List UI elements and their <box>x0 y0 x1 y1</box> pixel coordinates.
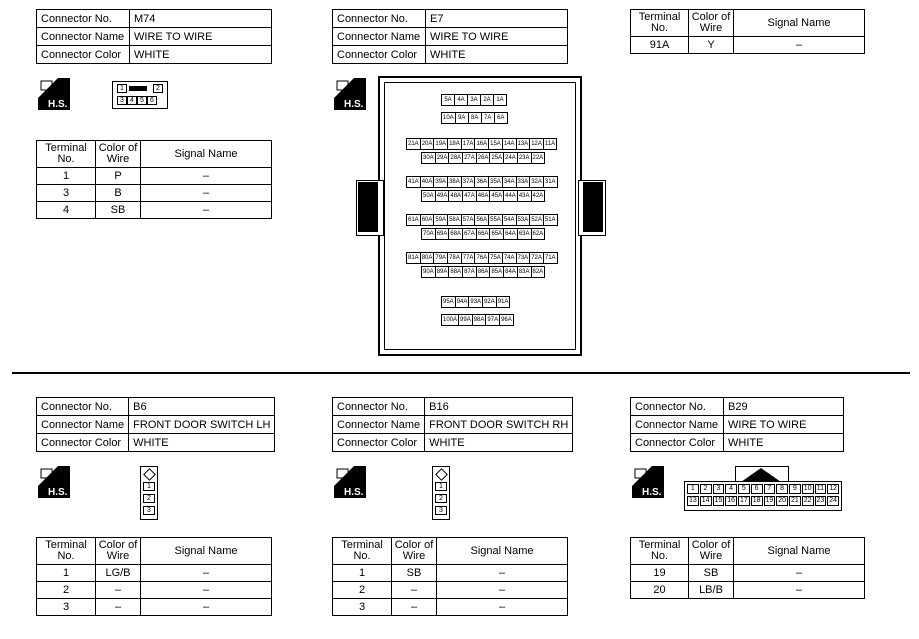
b29-pin: 22 <box>803 497 812 504</box>
table-row <box>333 599 568 616</box>
e7-no: E7 <box>426 10 568 28</box>
e7-pin: 87A <box>462 266 477 278</box>
e7-pin: 11A <box>543 138 557 150</box>
e7-pin: 99A <box>458 314 473 326</box>
e7-pin: 90A <box>421 266 436 278</box>
b6-no: B6 <box>129 398 275 416</box>
e7-pin: 2A <box>480 94 494 106</box>
m74-connector-face <box>112 81 168 109</box>
cell: 19 <box>631 565 689 582</box>
b29-pin: 7 <box>764 484 776 494</box>
diamond-key-icon <box>143 468 156 481</box>
header-signal-name: Signal Name <box>734 10 865 37</box>
cell: – <box>437 582 568 599</box>
hs-icon <box>632 466 664 498</box>
b29-pin: 23 <box>816 497 825 504</box>
b29-pin: 2 <box>700 484 712 494</box>
e7-pin: 43A <box>517 190 532 202</box>
b16-terminal-table <box>332 537 568 616</box>
e7-pin-row <box>441 94 506 106</box>
cell: 3 <box>37 599 96 616</box>
e7-pin: 80A <box>420 252 435 264</box>
label-connector-no: Connector No. <box>37 398 129 416</box>
e7-pin: 65A <box>489 228 504 240</box>
e7-pin-row <box>406 252 557 264</box>
e7-pin: 22A <box>531 152 546 164</box>
e7-pin: 94A <box>455 296 470 308</box>
b29-key-triangle <box>741 468 781 482</box>
header-terminal-no: Terminal No. <box>631 538 689 565</box>
e7-pin: 31A <box>543 176 558 188</box>
e7-pin: 49A <box>435 190 450 202</box>
cell: SB <box>392 565 437 582</box>
e7-color: WHITE <box>426 46 568 64</box>
b29-color: WHITE <box>724 434 844 452</box>
b29-pin: 19 <box>765 497 774 504</box>
cell: 3 <box>333 599 392 616</box>
e7-pin: 67A <box>462 228 477 240</box>
e7-pin: 55A <box>488 214 503 226</box>
e7-pin: 15A <box>488 138 503 150</box>
e7-name: WIRE TO WIRE <box>426 28 568 46</box>
e7-pin: 35A <box>488 176 503 188</box>
e7-pin: 47A <box>462 190 477 202</box>
svg-text:H.S.: H.S. <box>344 487 364 498</box>
e7-pin: 71A <box>543 252 558 264</box>
cell: 2 <box>37 582 96 599</box>
cell: – <box>141 565 272 582</box>
e7-pin: 6A <box>494 112 508 124</box>
figure-id <box>0 574 1 627</box>
header-color-of-wire: Color of Wire <box>689 538 734 565</box>
cell: 1 <box>333 565 392 582</box>
e7-pin: 85A <box>489 266 504 278</box>
pin-label: 5 <box>137 96 147 105</box>
b16-name: FRONT DOOR SWITCH RH <box>425 416 573 434</box>
table-row <box>37 565 272 582</box>
cell: – <box>141 185 272 202</box>
e7-pin-row <box>441 296 509 308</box>
cell: – <box>392 599 437 616</box>
e7-pin: 37A <box>461 176 476 188</box>
b29-info-table <box>630 397 844 452</box>
e7-pin: 23A <box>517 152 532 164</box>
cell: – <box>141 582 272 599</box>
e7-pin-row <box>406 138 556 150</box>
header-color-of-wire: Color of Wire <box>689 10 734 37</box>
e7-pin: 9A <box>455 112 469 124</box>
e7-pin: 24A <box>503 152 518 164</box>
e7-pin: 17A <box>461 138 476 150</box>
cell: – <box>141 599 272 616</box>
cell: 20 <box>631 582 689 599</box>
hs-icon <box>38 466 70 498</box>
header-signal-name: Signal Name <box>141 141 272 168</box>
b29-pin: 3 <box>713 484 725 494</box>
b29-pin: 10 <box>803 485 812 492</box>
e7-pin: 39A <box>433 176 448 188</box>
e7-pin: 79A <box>433 252 448 264</box>
cell: – <box>734 37 865 54</box>
e7-pin: 93A <box>468 296 483 308</box>
e7-pin-row <box>406 214 557 226</box>
svg-text:H.S.: H.S. <box>642 487 662 498</box>
label-connector-color: Connector Color <box>37 46 130 64</box>
hs-icon <box>334 466 366 498</box>
e7-pin: 41A <box>406 176 421 188</box>
e7-pin: 45A <box>489 190 504 202</box>
e7-pin: 59A <box>433 214 448 226</box>
b29-pin: 1 <box>687 484 699 494</box>
e7-pin: 89A <box>435 266 450 278</box>
cell: – <box>141 168 272 185</box>
pin-label: 2 <box>435 494 447 503</box>
cell: – <box>96 599 141 616</box>
svg-text:H.S.: H.S. <box>48 99 68 110</box>
e7-pin: 26A <box>476 152 491 164</box>
b16-connector-face <box>432 466 450 520</box>
e7-pin-row <box>421 266 544 278</box>
header-terminal-no: Terminal No. <box>631 10 689 37</box>
label-connector-no: Connector No. <box>631 398 724 416</box>
cell: 1 <box>37 565 96 582</box>
pin-label: 1 <box>143 482 155 491</box>
e7-pin: 18A <box>447 138 462 150</box>
e7-left-latch <box>356 180 384 236</box>
pin-label: 3 <box>143 506 155 515</box>
e7-pin: 53A <box>516 214 531 226</box>
e7-pin: 62A <box>531 228 546 240</box>
header-signal-name: Signal Name <box>734 538 865 565</box>
e7-pin: 38A <box>447 176 462 188</box>
e7-pin: 27A <box>462 152 477 164</box>
e7-pin: 25A <box>489 152 504 164</box>
b16-info-table <box>332 397 573 452</box>
b29-pin: 9 <box>789 484 801 494</box>
e7-pin: 86A <box>476 266 491 278</box>
e7-pin: 61A <box>406 214 421 226</box>
diamond-key-icon <box>435 468 448 481</box>
header-color-of-wire: Color of Wire <box>392 538 437 565</box>
label-connector-name: Connector Name <box>333 416 425 434</box>
pin-label: 3 <box>435 506 447 515</box>
cell: – <box>734 565 865 582</box>
pin-label: 1 <box>435 482 447 491</box>
e7-pin: 63A <box>517 228 532 240</box>
e7-pin: 70A <box>421 228 436 240</box>
table-row <box>37 185 272 202</box>
e7-pin: 7A <box>481 112 495 124</box>
e7-pin: 98A <box>472 314 487 326</box>
label-connector-name: Connector Name <box>37 416 129 434</box>
label-connector-no: Connector No. <box>333 398 425 416</box>
b29-pin: 5 <box>738 484 750 494</box>
pin-label: 2 <box>143 494 155 503</box>
e7-pin-row <box>421 190 544 202</box>
e7-pin-row <box>441 314 513 326</box>
header-color-of-wire: Color of Wire <box>96 538 141 565</box>
cell: – <box>437 565 568 582</box>
e7-pin: 5A <box>441 94 455 106</box>
e7-pin: 50A <box>421 190 436 202</box>
m74-color: WHITE <box>130 46 272 64</box>
e7-pin: 73A <box>516 252 531 264</box>
e7-info-table <box>332 9 568 64</box>
e7-pin: 40A <box>420 176 435 188</box>
b6-name: FRONT DOOR SWITCH LH <box>129 416 275 434</box>
label-connector-name: Connector Name <box>631 416 724 434</box>
b6-color: WHITE <box>129 434 275 452</box>
e7-pin: 60A <box>420 214 435 226</box>
svg-text:H.S.: H.S. <box>48 487 68 498</box>
b29-pin: 17 <box>739 497 748 504</box>
e7-pin: 12A <box>529 138 544 150</box>
cell: – <box>437 599 568 616</box>
e7-pin: 56A <box>474 214 489 226</box>
cell: P <box>96 168 141 185</box>
e7-pin: 16A <box>474 138 489 150</box>
e7-pin: 66A <box>476 228 491 240</box>
b29-pin: 11 <box>815 484 827 494</box>
e7-pin: 72A <box>529 252 544 264</box>
cell: – <box>96 582 141 599</box>
header-signal-name: Signal Name <box>437 538 568 565</box>
table-row <box>37 202 272 219</box>
b6-info-table <box>36 397 275 452</box>
e7-pin: 88A <box>448 266 463 278</box>
e7-pin: 32A <box>529 176 544 188</box>
e7-right-latch <box>578 180 606 236</box>
table-row <box>37 582 272 599</box>
e7-pin: 28A <box>448 152 463 164</box>
header-color-of-wire: Color of Wire <box>96 141 141 168</box>
cell: Y <box>689 37 734 54</box>
b16-no: B16 <box>425 398 573 416</box>
table-row <box>333 582 568 599</box>
e7-pin: 13A <box>516 138 531 150</box>
table-row <box>631 37 865 54</box>
e7-pin: 91A <box>496 296 511 308</box>
cell: B <box>96 185 141 202</box>
table-row <box>37 168 272 185</box>
e7-pin-layout <box>384 82 574 348</box>
pin-label: 1 <box>117 84 127 93</box>
e7-pin: 69A <box>435 228 450 240</box>
e7-pin: 36A <box>474 176 489 188</box>
e7-pin-row <box>406 176 557 188</box>
b29-pin: 20 <box>778 497 787 504</box>
pin-label: 6 <box>147 96 157 105</box>
e7-pin: 92A <box>482 296 497 308</box>
b29-pin: 16 <box>727 497 736 504</box>
e7-pin: 20A <box>420 138 435 150</box>
e7-pin: 84A <box>503 266 518 278</box>
section-divider <box>12 372 910 374</box>
e7-pin: 68A <box>448 228 463 240</box>
cell: 1 <box>37 168 96 185</box>
hs-icon <box>38 78 70 110</box>
e7-pin: 52A <box>529 214 544 226</box>
svg-text:H.S.: H.S. <box>344 99 364 110</box>
b29-pin-row-top <box>687 484 839 494</box>
e7-pin: 51A <box>543 214 558 226</box>
b16-color: WHITE <box>425 434 573 452</box>
label-connector-color: Connector Color <box>333 46 426 64</box>
cell: 2 <box>333 582 392 599</box>
m74-no: M74 <box>130 10 272 28</box>
m74-name: WIRE TO WIRE <box>130 28 272 46</box>
b29-pin: 12 <box>829 485 838 492</box>
m74-terminal-table <box>36 140 272 219</box>
e7-pin: 64A <box>503 228 518 240</box>
e7-pin: 83A <box>517 266 532 278</box>
pin-label: 3 <box>117 96 127 105</box>
hs-icon <box>334 78 366 110</box>
b29-pin-row-bottom <box>687 496 839 506</box>
label-connector-name: Connector Name <box>333 28 426 46</box>
e7-pin-row <box>421 152 544 164</box>
b29-pin: 15 <box>714 497 723 504</box>
e7-pin: 19A <box>433 138 448 150</box>
e7-pin: 97A <box>485 314 500 326</box>
cell: LB/B <box>689 582 734 599</box>
e7-pin: 54A <box>502 214 517 226</box>
b29-pin: 14 <box>701 497 710 504</box>
e7-pin: 48A <box>448 190 463 202</box>
b29-no: B29 <box>724 398 844 416</box>
e7-pin: 10A <box>441 112 456 124</box>
e7-pin: 3A <box>467 94 481 106</box>
cell: – <box>734 582 865 599</box>
pin-label: 2 <box>153 84 163 93</box>
header-terminal-no: Terminal No. <box>333 538 392 565</box>
label-connector-color: Connector Color <box>631 434 724 452</box>
label-connector-color: Connector Color <box>333 434 425 452</box>
e7-pin: 74A <box>502 252 517 264</box>
cell: 91A <box>631 37 689 54</box>
cell: – <box>392 582 437 599</box>
e7-pin: 77A <box>461 252 476 264</box>
cell: SB <box>689 565 734 582</box>
table-row <box>631 582 865 599</box>
e7-pin: 1A <box>493 94 507 106</box>
e7-pin-row <box>421 228 544 240</box>
table-row <box>37 599 272 616</box>
e7-pin: 96A <box>499 314 514 326</box>
table-row <box>631 565 865 582</box>
e7-pin: 82A <box>531 266 546 278</box>
e7-terminal-table <box>630 9 865 54</box>
b29-pin: 13 <box>688 497 697 504</box>
cell: SB <box>96 202 141 219</box>
table-row <box>333 565 568 582</box>
cell: 4 <box>37 202 96 219</box>
e7-pin: 34A <box>502 176 517 188</box>
e7-pin: 42A <box>531 190 546 202</box>
e7-pin: 30A <box>421 152 436 164</box>
header-terminal-no: Terminal No. <box>37 538 96 565</box>
e7-pin: 75A <box>488 252 503 264</box>
b29-pin: 4 <box>725 484 737 494</box>
label-connector-name: Connector Name <box>37 28 130 46</box>
e7-pin: 29A <box>435 152 450 164</box>
e7-pin: 81A <box>406 252 421 264</box>
e7-pin-row <box>441 112 507 124</box>
e7-pin: 95A <box>441 296 456 308</box>
label-connector-color: Connector Color <box>37 434 129 452</box>
e7-pin: 8A <box>468 112 482 124</box>
e7-pin: 33A <box>516 176 531 188</box>
b29-pin: 18 <box>752 497 761 504</box>
b29-pin: 6 <box>751 484 763 494</box>
b29-pin: 24 <box>829 497 838 504</box>
e7-pin: 4A <box>454 94 468 106</box>
e7-pin: 76A <box>474 252 489 264</box>
label-connector-no: Connector No. <box>37 10 130 28</box>
header-terminal-no: Terminal No. <box>37 141 96 168</box>
e7-pin: 44A <box>503 190 518 202</box>
pin-label: 4 <box>127 96 137 105</box>
b29-pin: 8 <box>776 484 788 494</box>
e7-pin: 14A <box>502 138 517 150</box>
b6-terminal-table <box>36 537 272 616</box>
cell: 3 <box>37 185 96 202</box>
e7-pin: 21A <box>406 138 421 150</box>
m74-info-table <box>36 9 272 64</box>
header-signal-name: Signal Name <box>141 538 272 565</box>
cell: – <box>141 202 272 219</box>
b6-connector-face <box>140 466 158 520</box>
b29-pin: 21 <box>790 497 799 504</box>
label-connector-no: Connector No. <box>333 10 426 28</box>
e7-pin: 100A <box>441 314 459 326</box>
b29-terminal-table <box>630 537 865 599</box>
cell: LG/B <box>96 565 141 582</box>
e7-pin: 46A <box>476 190 491 202</box>
e7-pin: 78A <box>447 252 462 264</box>
e7-pin: 57A <box>461 214 476 226</box>
e7-pin: 58A <box>447 214 462 226</box>
b29-name: WIRE TO WIRE <box>724 416 844 434</box>
m74-key-bar <box>129 86 147 91</box>
